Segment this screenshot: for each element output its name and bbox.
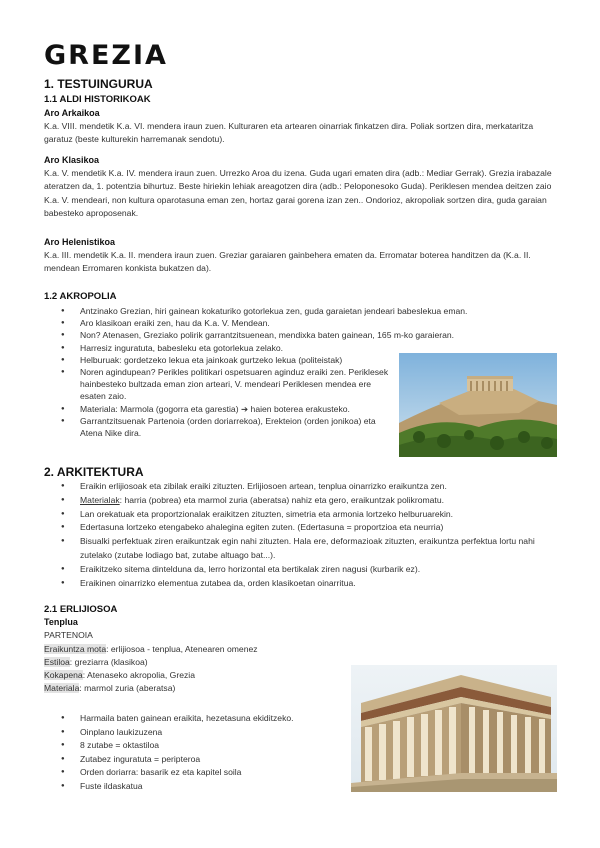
arkitektura-list	[44, 480, 544, 590]
acropolis-photo	[399, 353, 557, 457]
list-item: ● Zutabez inguratuta = peripteroa	[44, 753, 344, 767]
document-title: GREZIA	[44, 40, 168, 71]
section-1-heading: 1. TESTUINGURUA	[44, 77, 153, 91]
list-item: ● Harresiz inguratuta, babesleku eta gotorlekua zelako.	[44, 342, 560, 354]
fact-eraikuntza-mota	[44, 643, 258, 656]
fact-label: Estiloa	[44, 657, 70, 667]
klasikoa-title: Aro Klasikoa	[44, 155, 100, 165]
fact-materiala	[44, 682, 175, 695]
fact-value: : erlijiosoa - tenplua, Atenearen omenez	[106, 644, 258, 654]
helenistikoa-text: K.a. III. mendetik K.a. II. mendera iraun zuen. Greziar garaiaren gainbehera ematen da. Erromatar boterea handitzen da (K.a. II. mendean Erromaren konkista bukatzen da).	[44, 250, 531, 274]
arkaikoa-title: Aro Arkaikoa	[44, 108, 100, 118]
list-item: ● Orden doriarra: basarik ez eta kapitel soila	[44, 766, 344, 780]
list-item: ● Edertasuna lortzeko etengabeko ahalegina egiten zuten. (Edertasuna = proportzioa eta neurria)	[44, 521, 544, 535]
subsection-1-1-heading: 1.1 ALDI HISTORIKOAK	[44, 94, 151, 105]
list-item: ● Oinplano laukizuzena	[44, 726, 344, 740]
materialak-label: Materialak	[80, 494, 120, 505]
klasikoa-text: K.a. V. mendetik K.a. IV. mendera iraun zuen. Urrezko Aroa du izena. Guda ugari ematen dira (adb.: Mediar Gerrak). Grezia irabazale ateratzen da, 1. potentzia bihurtuz. Beste hiriekin lehiak areagotzen dira (adb.: Peloponesoko Guda). Periklesen mendea deitzen zaio K.a. V. mendeari, non kultura oparotasuna eman zen, hortaz garai gorena izan zen.. Ondorioz, akropoliak sortzen dira, guda garaian babesteko aproposenak.	[44, 168, 552, 219]
fact-label: Kokapena	[44, 670, 83, 680]
subsection-2-1-heading: 2.1 ERLIJIOSOA	[44, 604, 118, 615]
tenplua-title: Tenplua	[44, 617, 78, 627]
partenoia-label: PARTENOIA	[44, 630, 93, 640]
list-item: ● Fuste ildaskatua	[44, 780, 344, 794]
list-item: ● 8 zutabe = oktastiloa	[44, 739, 344, 753]
fact-label: Eraikuntza mota	[44, 644, 107, 654]
list-item: ● Aro klasikoan eraiki zen, hau da K.a. V. Mendean.	[44, 317, 560, 329]
partenoia-list	[44, 712, 344, 794]
materialak-text: harria (pobrea) eta marmol zuria (aberatsa) nahiz eta gero, eraikuntzak polikromatu.	[124, 494, 444, 505]
list-item: ● Eraikin erlijiosoak eta zibilak eraiki zituzten. Erlijiosoen artean, tenplua oinarrizko eraikuntza zen.	[44, 480, 544, 494]
fact-estiloa	[44, 656, 148, 669]
list-item: ● Lan orekatuak eta proportzionalak eraikitzen zituzten, simetria eta armonia lortzeko helburuarekin.	[44, 508, 544, 522]
subsection-1-2-heading: 1.2 AKROPOLIA	[44, 291, 117, 302]
list-item: ● Helburuak: gordetzeko lekua eta jainkoak gurtzeko lekua (politeistak)	[44, 354, 390, 366]
list-item: ● Materialak: harria (pobrea) eta marmol zuria (aberatsa) nahiz eta gero, eraikuntzak polikromatu.	[44, 494, 544, 508]
fact-kokapena	[44, 669, 195, 682]
list-item: ● Materiala: Marmola (gogorra eta garestia) ➔ haien boterea erakusteko.	[44, 403, 390, 415]
fact-value: : marmol zuria (aberatsa)	[79, 683, 176, 693]
list-item: ● Harmaila baten gainean eraikita, hezetasuna ekiditzeko.	[44, 712, 344, 726]
section-2-heading: 2. ARKITEKTURA	[44, 465, 144, 479]
fact-label: Materiala	[44, 683, 80, 693]
list-item: ● Antzinako Grezian, hiri gainean kokaturiko gotorlekua zen, guda garaietan jendeari babeslekua eman.	[44, 305, 560, 317]
parthenon-image	[351, 665, 557, 792]
fact-value: : Atenaseko akropolia, Grezia	[82, 670, 195, 680]
list-item: ● Non? Atenasen, Greziako polirik garrantzitsuenean, mendixka baten gainean, 165 m-ko garaieran.	[44, 329, 560, 341]
list-item: ● Eraikinen oinarrizko elementua zutabea da, orden klasikoetan oinarritua.	[44, 577, 544, 591]
list-item: ● Noren agindupean? Perikles politikari ospetsuaren aginduz eraiki zen. Periklesek hainbesteko bultzada eman zion arteari, V. mendeari Periklesen mendea ere esaten zaio.	[44, 366, 390, 403]
parthenon-photo	[351, 665, 557, 792]
list-item: ● Garrantzitsuenak Partenoia (orden doriarrekoa), Erekteion (orden jonikoa) eta Atena Nike dira.	[44, 415, 390, 439]
fact-value: : greziarra (klasikoa)	[69, 657, 148, 667]
helenistikoa-title: Aro Helenistikoa	[44, 237, 116, 247]
list-item: ● Bisualki perfektuak ziren eraikuntzak egin nahi zituzten. Hala ere, deformazioak zituzten, eraikuntza perfektua lortu nahi zutelako (zutabe lodiago bat, zutabe altuago bat...).	[44, 535, 544, 563]
acropolis-image	[399, 353, 557, 457]
arkaikoa-text: K.a. VIII. mendetik K.a. VI. mendera iraun zuen. Kulturaren eta artearen oinarriak finkatzen dira. Poliak sortzen dira, merkataritza garatuz (beste kulturekin harremanak sendotu).	[44, 121, 534, 145]
list-item: ● Eraikitzeko sitema dintelduna da, lerro horizontal eta bertikalak ziren nagusi (kurbarik ez).	[44, 563, 544, 577]
